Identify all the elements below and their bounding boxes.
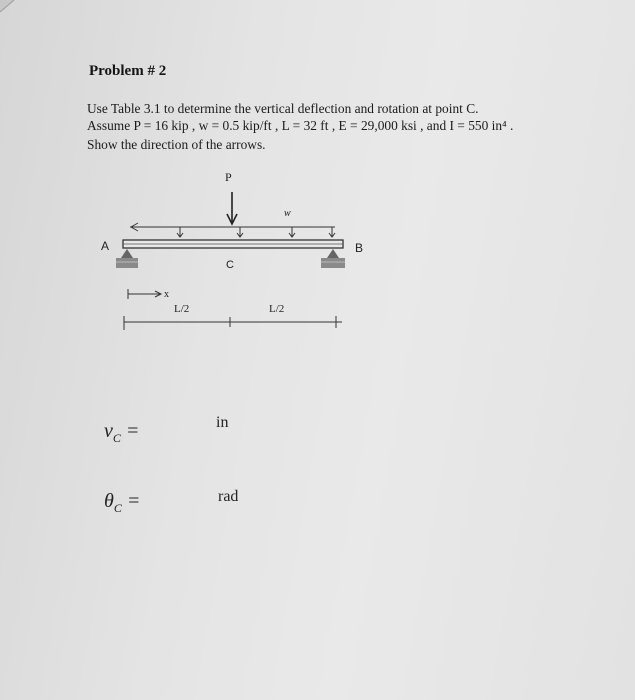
beam <box>123 240 343 248</box>
rotation-symbol: θ <box>104 490 114 512</box>
point-c-label: C <box>226 259 234 271</box>
deflection-unit: in <box>216 414 229 431</box>
dimension-line <box>124 316 342 330</box>
deflection-subscript: C <box>112 431 121 445</box>
deflection-symbol: v <box>104 420 113 442</box>
point-b-label: B <box>355 241 364 255</box>
problem-text-line-1: Use Table 3.1 to determine the vertical deflection and rotation at point C. <box>87 101 479 116</box>
dimension-right-label: L/2 <box>269 303 285 315</box>
deflection-answer-label <box>104 420 139 446</box>
right-support <box>321 249 345 268</box>
left-support <box>116 249 138 268</box>
distributed-load-label: w <box>284 208 291 219</box>
problem-text-line-3: Show the direction of the arrows. <box>87 137 266 152</box>
rotation-subscript: C <box>113 501 122 515</box>
distributed-load-arrows <box>130 223 335 237</box>
point-load-label: P <box>225 170 232 184</box>
problem-text-line-2: Assume P = 16 kip , w = 0.5 kip/ft , L = 32 ft , E = 29,000 ksi , and I = 550 in⁴ . <box>87 118 514 133</box>
deflection-equals: = <box>120 420 140 442</box>
x-axis-label: x <box>164 289 169 300</box>
x-axis-arrow <box>128 289 161 299</box>
point-a-label: A <box>101 239 110 253</box>
rotation-unit: rad <box>218 488 239 505</box>
dimension-left-label: L/2 <box>174 303 190 315</box>
point-load-arrow <box>227 192 237 224</box>
rotation-answer-label <box>104 490 140 516</box>
rotation-equals: = <box>121 490 141 512</box>
problem-title: Problem # 2 <box>89 63 167 79</box>
